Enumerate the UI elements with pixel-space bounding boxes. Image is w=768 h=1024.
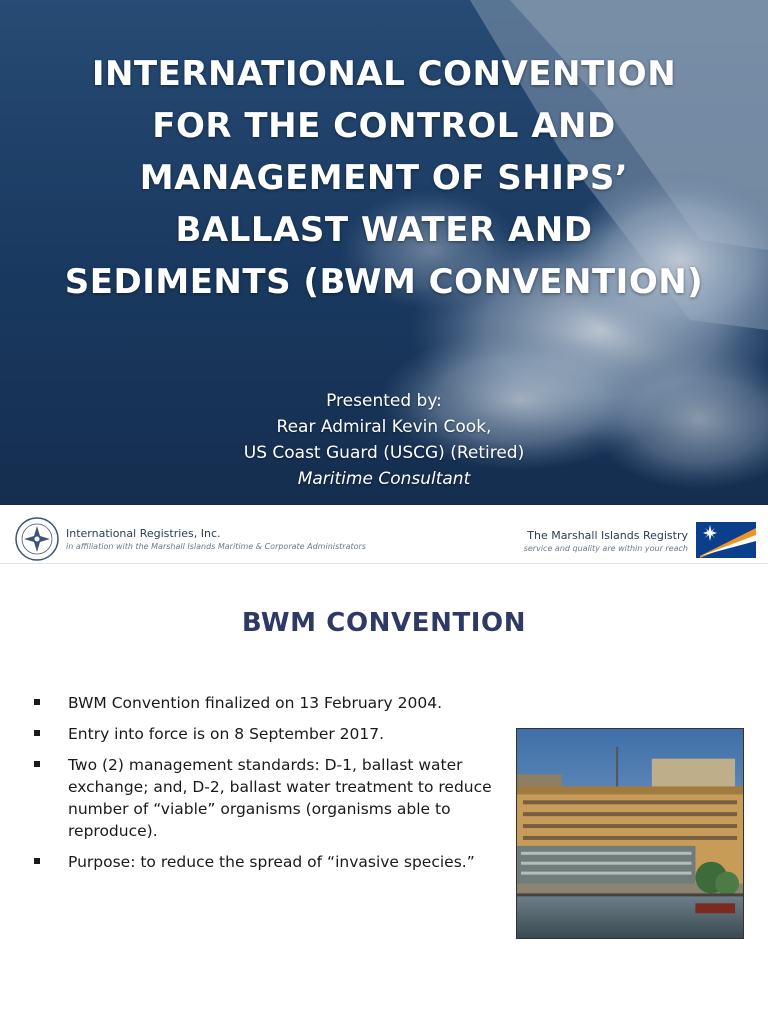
list-item bbox=[34, 851, 494, 873]
section-title: BWM CONVENTION bbox=[241, 608, 527, 638]
logo-header bbox=[0, 512, 768, 564]
registry-seal-icon bbox=[14, 516, 60, 562]
bullet-text: BWM Convention finalized on 13 February 2004. bbox=[68, 694, 442, 712]
bullet-marker-icon bbox=[34, 858, 40, 864]
title-slide bbox=[0, 0, 768, 505]
list-item bbox=[34, 692, 494, 714]
building-illustration bbox=[517, 729, 743, 938]
list-item bbox=[34, 754, 494, 842]
title-line: INTERNATIONAL CONVENTION bbox=[91, 54, 677, 94]
presented-by-label: Presented by: bbox=[326, 391, 442, 411]
title-line: MANAGEMENT OF SHIPS’ bbox=[139, 158, 629, 198]
slide-divider bbox=[0, 505, 768, 512]
bullet-text: Purpose: to reduce the spread of “invasive species.” bbox=[68, 853, 475, 871]
presenter-affiliation: US Coast Guard (USCG) (Retired) bbox=[243, 443, 525, 463]
title-line: SEDIMENTS (BWM CONVENTION) bbox=[64, 262, 704, 302]
title-line: FOR THE CONTROL AND bbox=[152, 106, 616, 146]
bullet-marker-icon bbox=[34, 730, 40, 736]
marshall-registry-tagline: service and quality are within your reach bbox=[523, 544, 688, 553]
marshall-islands-flag-icon bbox=[696, 522, 756, 558]
bullet-list bbox=[34, 692, 494, 882]
presenter-name: Rear Admiral Kevin Cook, bbox=[276, 417, 492, 437]
title-line: BALLAST WATER AND bbox=[175, 210, 593, 250]
bullet-text: Entry into force is on 8 September 2017. bbox=[68, 725, 385, 743]
iri-company-name: International Registries, Inc. bbox=[66, 527, 221, 540]
presenter-role: Maritime Consultant bbox=[297, 469, 471, 489]
marshall-registry-name: The Marshall Islands Registry bbox=[527, 529, 688, 542]
imo-building-photo bbox=[516, 728, 744, 939]
content-slide bbox=[0, 512, 768, 1024]
slide-title bbox=[0, 48, 768, 308]
list-item bbox=[34, 723, 494, 745]
iri-tagline: in affiliation with the Marshall Islands Maritime & Corporate Administrators bbox=[66, 542, 366, 551]
presenter-block bbox=[0, 388, 768, 492]
bullet-text: Two (2) management standards: D-1, ballast water exchange; and, D-2, ballast water treatment to reduce number of “viable” organisms (organisms able to reproduce). bbox=[68, 756, 492, 840]
bullet-marker-icon bbox=[34, 761, 40, 767]
bullet-marker-icon bbox=[34, 699, 40, 705]
